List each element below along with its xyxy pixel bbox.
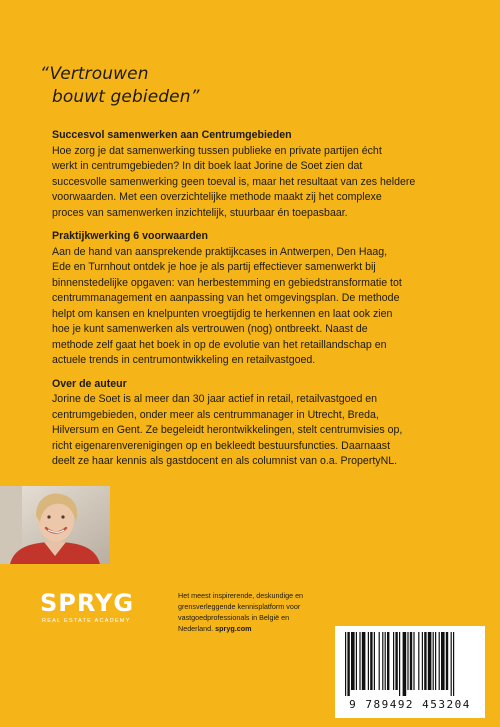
section-title: Succesvol samenwerken aan Centrumgebieden bbox=[52, 129, 292, 141]
author-portrait-icon bbox=[0, 486, 110, 564]
promo-link[interactable]: spryg.com bbox=[215, 624, 252, 633]
section-intro bbox=[52, 128, 472, 221]
isbn-barcode bbox=[335, 626, 485, 718]
barcode-bar bbox=[451, 632, 452, 696]
barcode-bar bbox=[370, 632, 372, 690]
section-practice bbox=[52, 229, 472, 369]
barcode-bar bbox=[359, 632, 360, 690]
author-photo bbox=[0, 486, 110, 564]
barcode-bar bbox=[351, 632, 355, 690]
barcode-bar bbox=[413, 632, 414, 690]
quote-line-2: bouwt gebieden” bbox=[52, 87, 200, 107]
quote-line-1: “Vertrouwen bbox=[40, 64, 149, 84]
barcode-bar bbox=[453, 632, 454, 696]
barcode-bar bbox=[374, 632, 375, 690]
barcode-bar bbox=[395, 632, 397, 690]
barcode-bar bbox=[345, 632, 346, 696]
barcode-bar bbox=[403, 632, 407, 696]
section-author bbox=[52, 377, 472, 470]
barcode-bar bbox=[379, 632, 380, 690]
barcode-bar bbox=[422, 632, 423, 690]
logo-tagline: REAL ESTATE ACADEMY bbox=[42, 618, 131, 624]
section-title: Over de auteur bbox=[52, 377, 127, 390]
section-body: Aan de hand van aansprekende praktijkcases in Antwerpen, Den Haag, Ede en Turnhout ontdek je hoe je als partij effectiever samenwerkt bij binnenstedelijke opgaven: van herbestemming en gebiedstransformatie tot centrummanagement en aanpassing van het omgevingsplan. De methode helpt om kansen en knelpunten vroegtijdig te herkennen en laat ook zien hoe je kunt samenwerken als vertrouwen (nog) ontbreekt. Naast de methode zelf gaat het boek in op de evolutie van het retaillandschap en actuele trends in centrumontwikkeling en retailvastgoed. bbox=[52, 245, 402, 366]
barcode-bar bbox=[356, 632, 357, 690]
barcode-bar bbox=[441, 632, 445, 690]
barcode-bar bbox=[407, 632, 408, 690]
barcode-bar bbox=[399, 632, 400, 696]
barcode-bar bbox=[368, 632, 369, 690]
isbn-number: 9 789492 453204 bbox=[349, 698, 471, 711]
barcode-bar bbox=[435, 632, 436, 690]
promo-text bbox=[178, 590, 308, 634]
barcode-bar bbox=[347, 632, 349, 696]
barcode-icon bbox=[343, 632, 477, 696]
back-cover-text bbox=[52, 128, 472, 478]
barcode-bar bbox=[424, 632, 426, 690]
section-body: Hoe zorg je dat samenwerking tussen publieke en private partijen écht werkt in centrumgebieden? In dit boek laat Jorine de Soet zien dat succesvolle samenwerking geen toeval is, maar het resultaat van zes heldere voorwaarden. Met een overzichtelijke methode maakt zij het complexe proces van samenwerken inzichtelijk, stuurbaar én toepasbaar. bbox=[52, 144, 416, 219]
section-body: Jorine de Soet is al meer dan 30 jaar actief in retail, retailvastgoed en centrumgebieden, onder meer als centrummanager in Utrecht, Breda, Hilversum en Gent. Ze begeleidt herontwikkelingen, stelt centrumvisies op, richt eigenarenverenigingen op en bekleedt bestuursfuncties. Daarnaast deelt ze haar kennis als gastdocent en als columnist van o.a. PropertyNL. bbox=[52, 393, 403, 467]
barcode-bar bbox=[385, 632, 386, 690]
promo-description: Het meest inspirerende, deskundige en grensverleggende kennisplatform voor vastgoedprofessionals in België en Nederland. bbox=[178, 591, 304, 633]
barcode-bar bbox=[439, 632, 440, 690]
barcode-bar bbox=[387, 632, 389, 690]
barcode-bar bbox=[382, 632, 383, 690]
section-title: Praktijkwerking 6 voorwaarden bbox=[52, 230, 209, 242]
barcode-bar bbox=[393, 632, 394, 690]
barcode-bar bbox=[433, 632, 434, 690]
spryg-logo bbox=[40, 590, 150, 640]
barcode-bar bbox=[446, 632, 448, 690]
logo-wordmark: SPRYG bbox=[40, 589, 135, 617]
barcode-bar bbox=[428, 632, 432, 690]
barcode-bar bbox=[418, 632, 419, 690]
barcode-bar bbox=[410, 632, 412, 690]
cover-quote bbox=[40, 63, 340, 109]
barcode-bar bbox=[362, 632, 366, 690]
